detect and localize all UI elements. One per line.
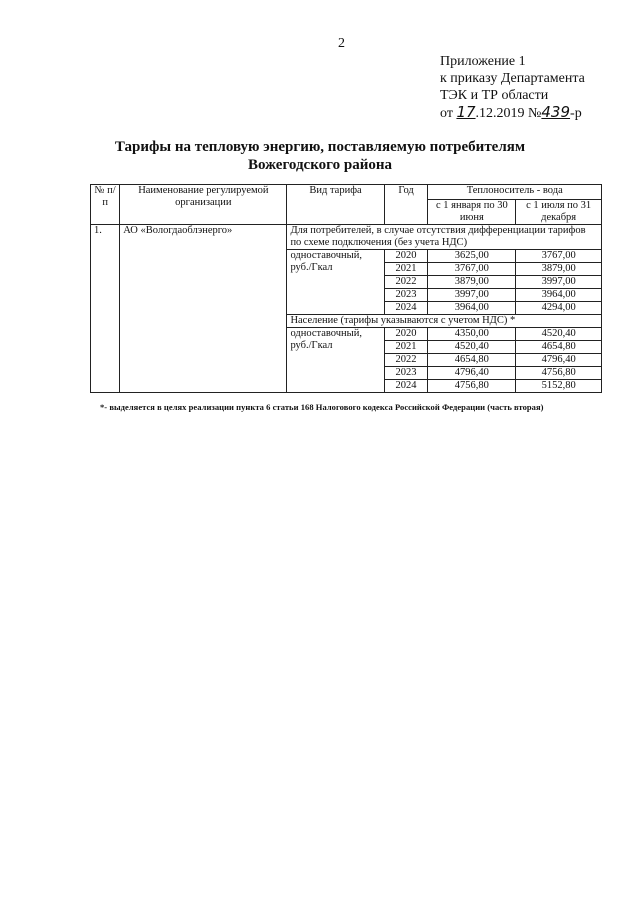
appendix-line-2: к приказу Департамента (440, 71, 585, 86)
header-period-1: с 1 января по 30 июня (428, 200, 516, 225)
footnote: *- выделяется в целях реализации пункта 6 статьи 168 Налогового кодекса Российской Федерации (часть вторая) (100, 402, 544, 412)
year-cell: 2023 (384, 289, 428, 302)
year-cell: 2021 (384, 341, 428, 354)
value-period-2: 3767,00 (516, 250, 602, 263)
year-cell: 2023 (384, 367, 428, 380)
value-period-1: 4756,80 (428, 380, 516, 393)
year-cell: 2020 (384, 328, 428, 341)
value-period-1: 4520,40 (428, 341, 516, 354)
value-period-1: 3625,00 (428, 250, 516, 263)
value-period-1: 3997,00 (428, 289, 516, 302)
tariff-kind: одноставочный, руб./Гкал (287, 328, 384, 393)
header-tariff-kind: Вид тарифа (287, 185, 384, 225)
year-cell: 2021 (384, 263, 428, 276)
value-period-1: 4654,80 (428, 354, 516, 367)
order-number-handwritten: 439 (541, 103, 571, 121)
row-number: 1. (91, 225, 120, 393)
title-line-2: Вожегодского района (248, 157, 392, 173)
date-prefix: от (440, 106, 453, 121)
value-period-1: 3964,00 (428, 302, 516, 315)
header-num: № п/п (91, 185, 120, 225)
value-period-2: 4796,40 (516, 354, 602, 367)
document-title (100, 138, 540, 174)
appendix-header (440, 53, 585, 122)
date-rest: .12.2019 № (475, 106, 542, 121)
value-period-1: 4796,40 (428, 367, 516, 380)
appendix-date-line (440, 104, 585, 122)
header-heat-carrier: Теплоноситель - вода (428, 185, 602, 200)
value-period-2: 4654,80 (516, 341, 602, 354)
value-period-1: 4350,00 (428, 328, 516, 341)
value-period-2: 4294,00 (516, 302, 602, 315)
header-period-2: с 1 июля по 31 декабря (516, 200, 602, 225)
year-cell: 2022 (384, 354, 428, 367)
tariff-table (90, 184, 602, 393)
table-body (91, 225, 602, 393)
value-period-2: 3964,00 (516, 289, 602, 302)
value-period-2: 3997,00 (516, 276, 602, 289)
value-period-2: 4756,80 (516, 367, 602, 380)
organization-name: АО «Вологдаоблэнерго» (120, 225, 287, 393)
value-period-1: 3879,00 (428, 276, 516, 289)
year-cell: 2020 (384, 250, 428, 263)
value-period-1: 3767,00 (428, 263, 516, 276)
value-period-2: 3879,00 (516, 263, 602, 276)
group-label: Население (тарифы указываются с учетом НДС) * (287, 315, 602, 328)
appendix-line-3: ТЭК и ТР области (440, 88, 549, 103)
tariff-kind: одноставочный, руб./Гкал (287, 250, 384, 315)
group-label: Для потребителей, в случае отсутствия дифференциации тарифов по схеме подключения (без учета НДС) (287, 225, 602, 250)
year-cell: 2024 (384, 380, 428, 393)
value-period-2: 4520,40 (516, 328, 602, 341)
appendix-line-1: Приложение 1 (440, 54, 526, 69)
order-suffix: -р (570, 106, 582, 121)
value-period-2: 5152,80 (516, 380, 602, 393)
header-organization: Наименование регулируемой организации (120, 185, 287, 225)
year-cell: 2022 (384, 276, 428, 289)
page-number: 2 (338, 36, 345, 51)
date-day-handwritten: 17 (456, 103, 476, 121)
header-year: Год (384, 185, 428, 225)
year-cell: 2024 (384, 302, 428, 315)
title-line-1: Тарифы на тепловую энергию, поставляемую потребителям (114, 139, 526, 155)
